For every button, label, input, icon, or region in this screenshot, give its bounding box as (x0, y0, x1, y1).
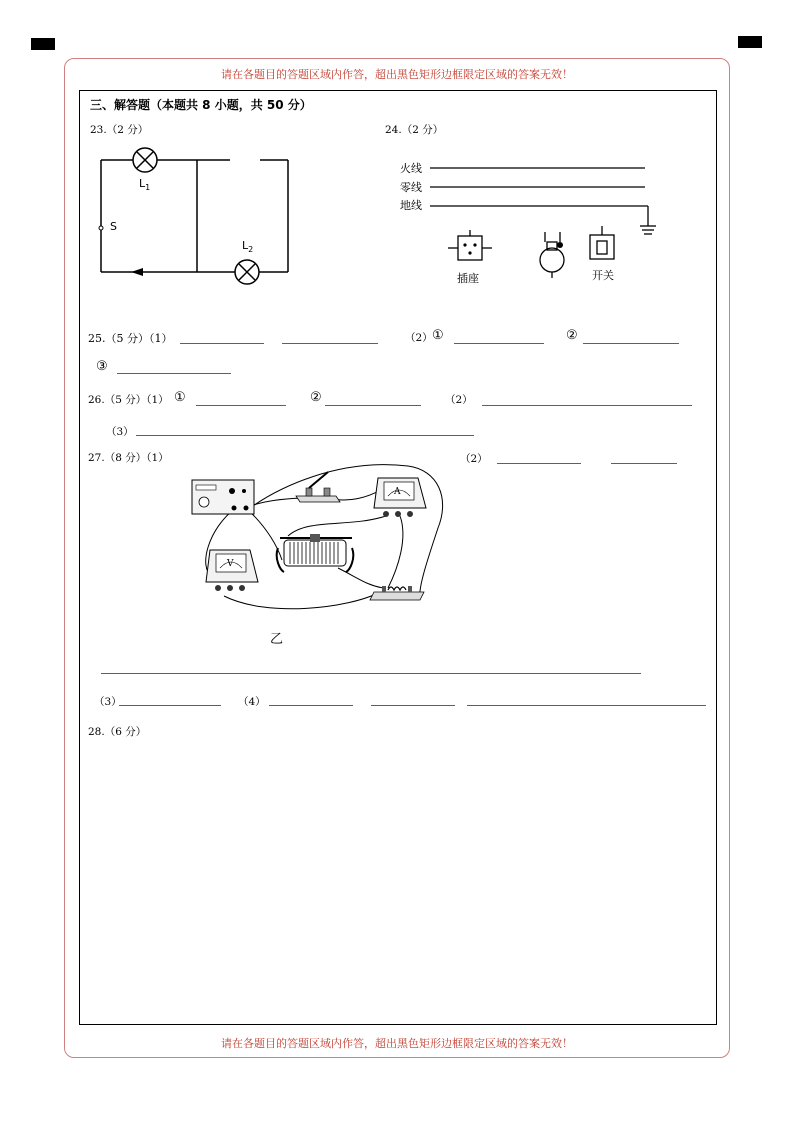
q25-label: 25.（5 分）（1） (88, 332, 173, 345)
q26-part3-label: （3） (106, 426, 134, 438)
q24-socket-label: 插座 (457, 272, 479, 285)
rheostat-icon (277, 534, 354, 572)
q27-apparatus-figure (188, 458, 452, 618)
voltmeter-icon (206, 550, 258, 591)
q27-label: 27.（8 分）（1） (88, 452, 169, 464)
q26-1-blank-2[interactable] (325, 405, 421, 406)
q25-part2-label: （2） (405, 332, 433, 344)
q26-part2-label: （2） (445, 394, 473, 406)
q23-label: 23.（2 分） (90, 124, 149, 136)
q25-2-blank-2[interactable] (583, 343, 679, 344)
q23-lamp2-label: $L_2$ (242, 239, 254, 255)
svg-text:V: V (227, 559, 234, 569)
q26-2-blank[interactable] (482, 405, 692, 406)
svg-text:A: A (394, 487, 401, 497)
q26-c1: ① (174, 390, 186, 405)
q28-label: 28.（6 分） (88, 726, 147, 738)
q23-switch-label: S (110, 220, 117, 233)
q25-c3: ③ (96, 359, 108, 374)
q23-lamp1-label: $L_1$ (139, 177, 151, 193)
q27-2-blank-1[interactable] (497, 463, 581, 464)
q27-4-blank-3[interactable] (467, 705, 706, 706)
ammeter-icon (374, 478, 426, 517)
resistor-coil-icon (370, 586, 424, 600)
q26-c2: ② (310, 390, 322, 405)
q25-1-blank-b[interactable] (282, 343, 378, 344)
q27-part4-label: （4） (238, 696, 266, 708)
notice-top: 请在各题目的答题区域内作答，超出黑色矩形边框限定区域的答案无效！ (221, 68, 573, 81)
q25-c1: ① (432, 328, 444, 343)
q24-live-wire-label: 火线 (400, 162, 422, 175)
section-title: 三、解答题（本题共 8 小题，共 50 分） (90, 98, 312, 112)
q26-3-blank[interactable] (136, 435, 474, 436)
q27-4-blank-2[interactable] (371, 705, 455, 706)
q24-ground-wire-label: 地线 (400, 199, 422, 212)
knife-switch-icon (296, 472, 340, 502)
q25-1-blank-a[interactable] (180, 343, 264, 344)
q24-switch-label: 开关 (592, 269, 614, 282)
q23-circuit-diagram (95, 140, 305, 290)
q25-2-blank-1[interactable] (454, 343, 544, 344)
power-supply-icon (192, 480, 254, 514)
alignment-mark-left (31, 38, 55, 50)
q27-2-blank-2[interactable] (611, 463, 677, 464)
q25-2-blank-3[interactable] (117, 373, 231, 374)
q26-label: 26.（5 分）（1） (88, 394, 169, 406)
q27-3-blank[interactable] (119, 705, 221, 706)
q27-4-blank-1[interactable] (269, 705, 353, 706)
alignment-mark-right (738, 36, 762, 48)
q25-c2: ② (566, 328, 578, 343)
notice-bottom: 请在各题目的答题区域内作答，超出黑色矩形边框限定区域的答案无效！ (221, 1037, 573, 1050)
q24-label: 24.（2 分） (385, 124, 444, 136)
q27-figure-caption: 乙 (270, 632, 284, 647)
q26-1-blank-1[interactable] (196, 405, 286, 406)
q27-part3-label: （3） (94, 696, 122, 708)
q24-wiring-diagram (430, 160, 660, 285)
q28-answer-area[interactable] (85, 742, 710, 1017)
q27-part2-label: （2） (460, 453, 488, 465)
q27-answer-line[interactable] (101, 673, 641, 674)
q24-neutral-wire-label: 零线 (400, 181, 422, 194)
